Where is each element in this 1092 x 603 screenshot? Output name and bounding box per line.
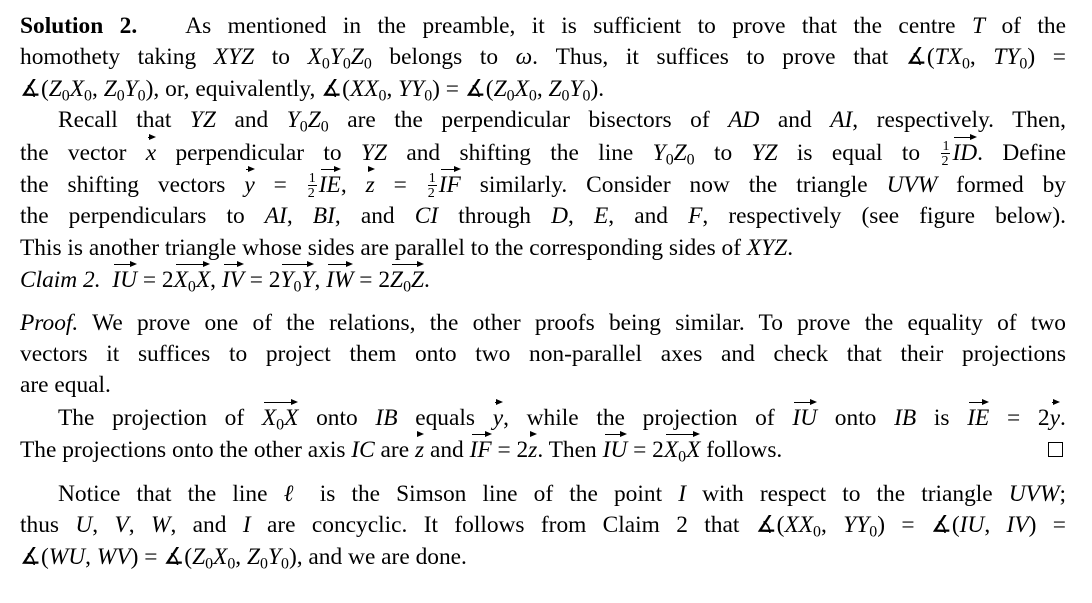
text: the perpendiculars to <box>20 203 245 230</box>
para2-line2: the vector x perpendicular to YZ and shifting the line $Y_0Z_0$ to YZ is equal to $\frac{1}{2}$ ID. Define <box>20 137 1066 169</box>
vector-IU: IU <box>792 402 817 430</box>
vector-y: y <box>493 402 503 430</box>
para2-line4: the perpendiculars to AI, BI, and CI through D, E, and F, respectively (see figure below). <box>20 203 1066 230</box>
text: onto <box>316 404 358 431</box>
vector-Y0Y: $Y_0Y$ <box>280 264 314 292</box>
para2-line5: This is another triangle whose sides are parallel to the corresponding sides of XYZ. <box>20 234 794 261</box>
text: the shifting vectors <box>20 172 226 199</box>
text: perpendicular to <box>175 139 342 166</box>
text: and <box>234 107 269 134</box>
text: is <box>933 404 950 431</box>
vector-Z0Z: $Z_0Z$ <box>390 264 424 292</box>
text: and <box>360 203 395 230</box>
text: , and <box>170 512 227 539</box>
vector-z: z <box>415 434 424 462</box>
final-line3: ∡(WU, $WV) = ∡(Z_0X_0$, $Z_0Y_0$), and we are done. <box>20 543 467 572</box>
claim-line: Claim 2. IU = $2X_0X$, IV = $2Y_0Y$, IW = $2Z_0Z$. <box>20 264 1066 296</box>
vector-z: z <box>528 434 537 462</box>
text: to <box>271 44 290 71</box>
proof-line4: The projection of $X_0X$ onto IB equals y, while the projection of IU onto IB is IE = 2y. <box>20 402 1066 434</box>
text: with respect to the triangle <box>702 480 993 507</box>
text: and <box>429 437 464 464</box>
text: is the Simson line of the point <box>319 480 663 507</box>
text: , while the projection of <box>503 404 775 431</box>
para2-line3: the shifting vectors y = $\frac{1}{2}$ IE, z = $\frac{1}{2}$ IF similarly. Consider now the triangle UVW formed by <box>20 170 1067 202</box>
para1-line2: homothety taking XYZ to $X_0Y_0Z_0$ belongs to ω. Thus, it suffices to prove that $∡(TX_0$, $TY_0$) = <box>20 44 1066 73</box>
text: formed by <box>956 172 1067 199</box>
text: and <box>777 107 812 134</box>
text: the vector <box>20 139 127 166</box>
proof-line2 <box>20 339 1066 370</box>
vector-IE: IE <box>967 402 989 430</box>
text: onto <box>834 404 877 431</box>
para2-line1: Recall that YZ and $Y_0Z_0$ are the perpendicular bisectors of AD and AI, respectively. Then, <box>58 107 1067 136</box>
vector-IU: IU <box>112 264 137 292</box>
vector-y: y <box>1050 402 1060 430</box>
text: and <box>634 203 668 230</box>
text: , and we are done. <box>296 543 467 570</box>
para1-line1: Solution 2. As mentioned in the preamble, it is sufficient to prove that the centre T of the <box>20 13 1066 39</box>
proof-label: Proof. <box>20 309 79 336</box>
text: This is another triangle whose sides are parallel to the corresponding sides of <box>20 234 742 261</box>
vector-IF: IF <box>439 169 461 197</box>
fraction-half: $\frac{1}{2}$ <box>307 170 316 202</box>
text: of the <box>1001 13 1066 39</box>
vector-ID: ID <box>952 137 977 165</box>
vector-IU: IU <box>603 434 628 462</box>
vector-x: x <box>146 137 156 165</box>
text: are concyclic. It follows from Claim 2 that <box>266 512 740 539</box>
text: are the perpendicular bisectors of <box>347 107 710 134</box>
text: The projection of <box>58 404 245 431</box>
solution-label: Solution 2. <box>20 13 138 39</box>
proof-line5: The projections onto the other axis IC are z and IF = 2z. Then IU = $2X_0X$ follows. <box>20 434 1066 466</box>
proof-line1 <box>20 308 1066 339</box>
text: are equal. <box>20 372 111 399</box>
fraction-half: $\frac{1}{2}$ <box>941 137 950 169</box>
proof-line3 <box>20 370 1066 401</box>
claim-label: Claim 2. <box>20 267 101 294</box>
text: . Thus, it suffices to prove that <box>532 44 889 71</box>
text: . Then <box>537 437 597 464</box>
text: vectors it suffices to project them onto two non-parallel axes and check that their projections <box>20 341 1066 368</box>
vector-IW: IW <box>326 264 353 292</box>
text: and shifting the line <box>406 139 634 166</box>
text: belongs to <box>389 44 499 71</box>
text: . Define <box>977 139 1066 166</box>
vector-IV: IV <box>222 264 244 292</box>
text: through <box>458 203 531 230</box>
text: follows. <box>706 437 783 464</box>
vector-X0X: $X_0X$ <box>174 264 211 292</box>
vector-y: y <box>244 169 254 197</box>
text: are <box>380 437 410 464</box>
para1-line3: $∡(Z_0X_0$, $Z_0Y_0$), or, equivalently, $∡(XX_0$, $YY_0$) = $∡(Z_0X_0$, $Z_0Y_0$). <box>20 75 605 105</box>
text: or, equivalently, <box>165 75 316 102</box>
text: equals <box>415 404 475 431</box>
fraction-half: $\frac{1}{2}$ <box>427 170 436 202</box>
text: homothety taking <box>20 44 197 71</box>
final-line1: Notice that the line ℓ is the Simson line of the point I with respect to the triangle UVW; <box>58 480 1066 507</box>
text: is equal to <box>796 139 921 166</box>
text: thus <box>20 512 59 539</box>
text: to <box>713 139 733 166</box>
text: Recall that <box>58 107 172 134</box>
text: , respectively (see figure below). <box>702 203 1066 230</box>
text: The projections onto the other axis <box>20 437 346 464</box>
text: As mentioned in the preamble, it is sufficient to prove that the centre <box>185 13 956 39</box>
vector-X0X: $X_0X$ <box>664 434 701 462</box>
vector-IE: IE <box>319 169 341 197</box>
text: Notice that the line <box>58 480 268 507</box>
text: , respectively. Then, <box>852 107 1067 134</box>
qed-square-icon <box>1048 442 1063 457</box>
final-line2: thus U, V, W, and I are concyclic. It follows from Claim 2 that $∡(XX_0$, $YY_0$) = ∡(IU, IV) = <box>20 512 1066 541</box>
text: similarly. Consider now the triangle <box>479 172 868 199</box>
text: We prove one of the relations, the other proofs being similar. To prove the equality of two <box>92 309 1066 336</box>
vector-IF: IF <box>470 434 492 462</box>
vector-z: z <box>366 169 375 197</box>
vector-X0X: $X_0X$ <box>262 402 299 430</box>
